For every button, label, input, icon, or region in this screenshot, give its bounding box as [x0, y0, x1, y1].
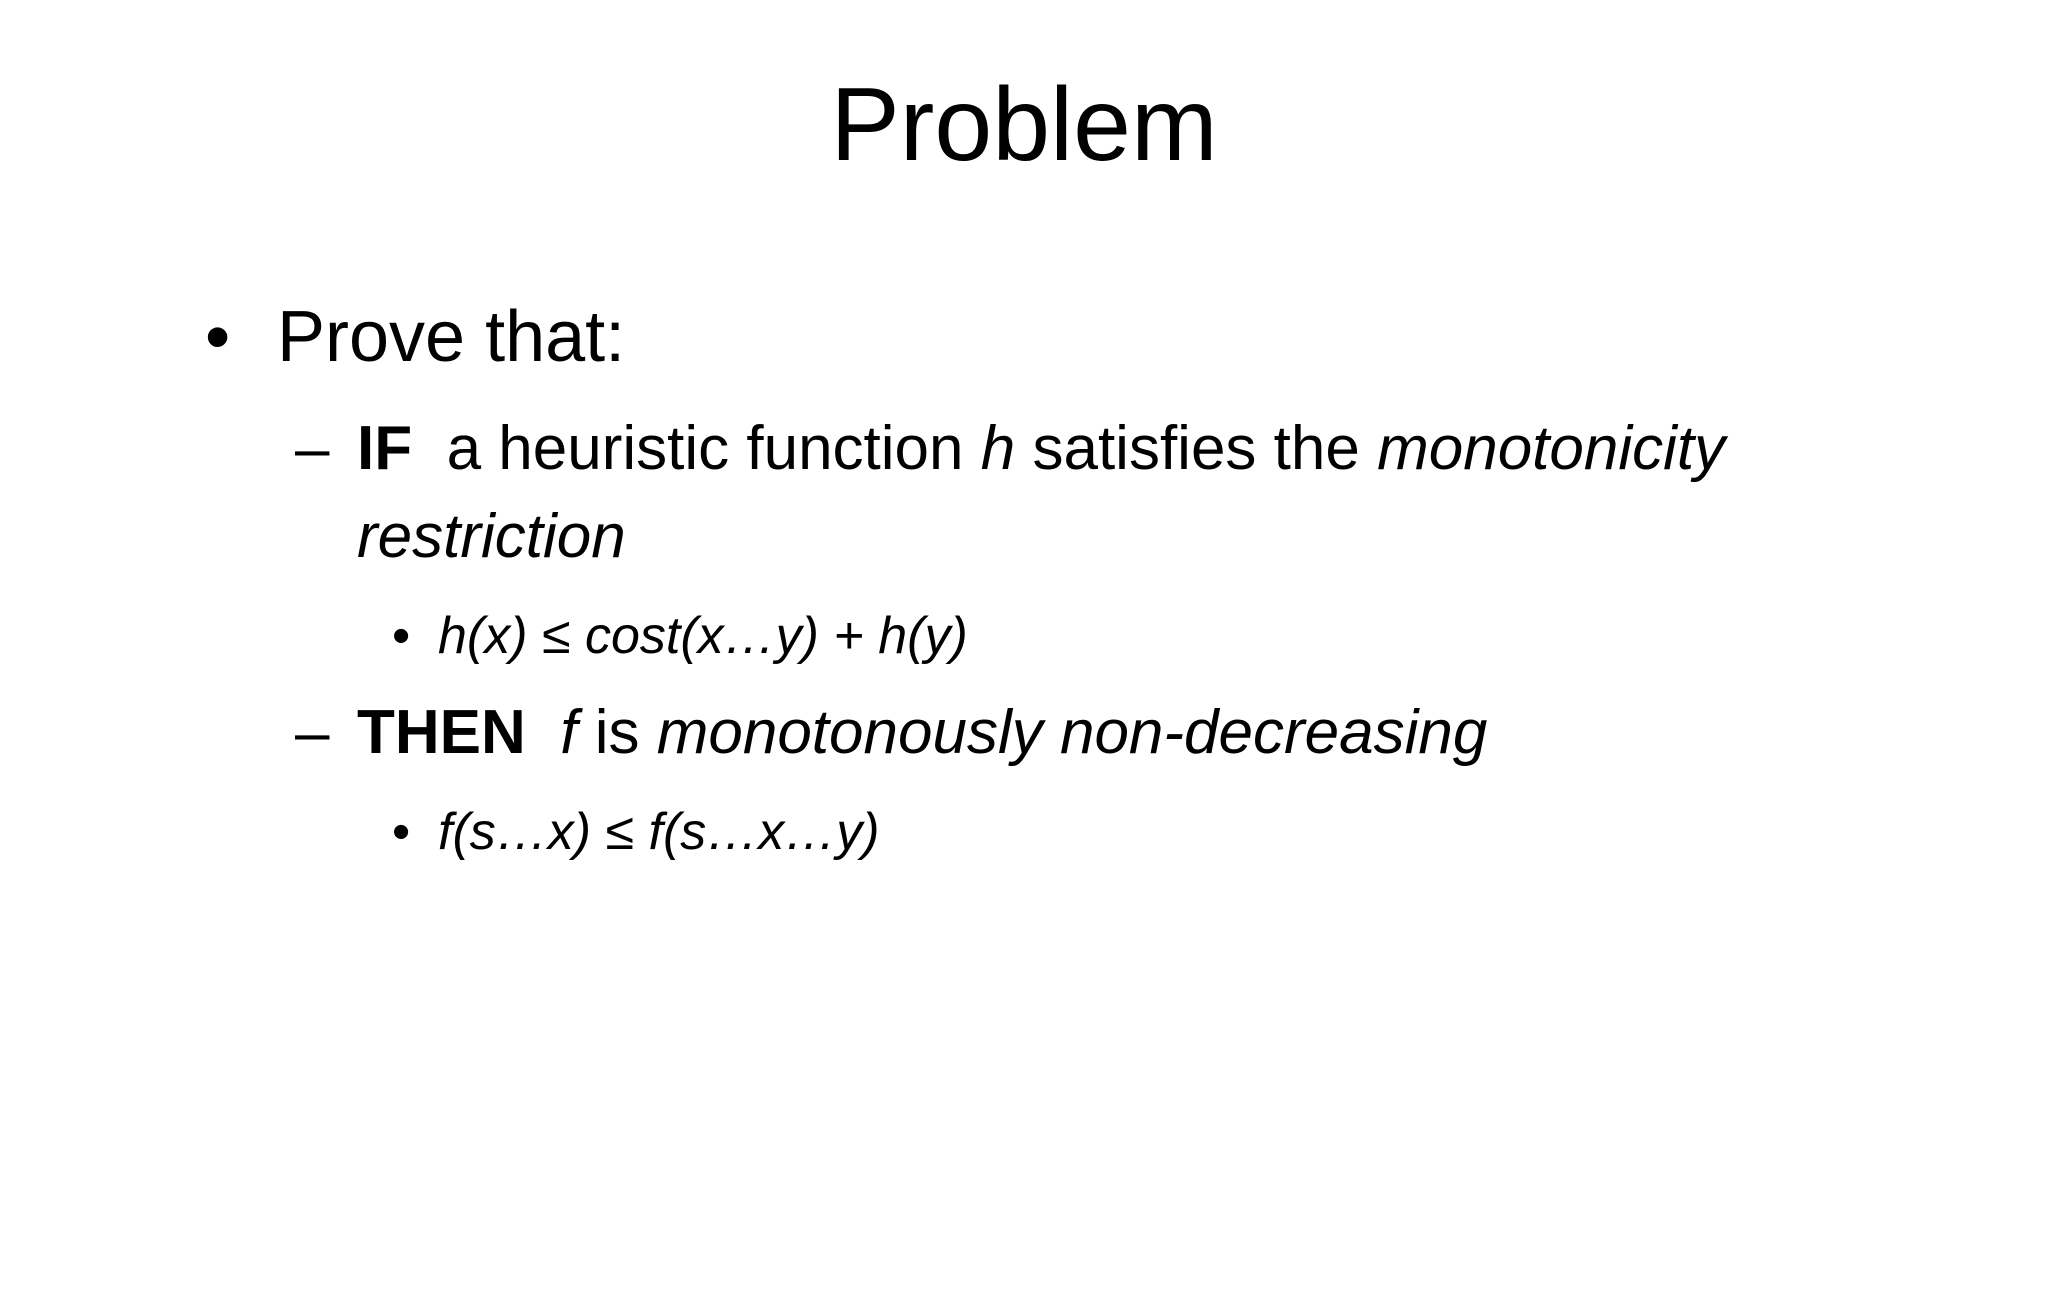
bullet-icon: •	[392, 803, 411, 861]
then-line	[357, 698, 1488, 767]
if-term1: monotonicity	[1377, 414, 1726, 483]
formula-text: h(x) ≤ cost(x…y) + h(y)	[438, 607, 968, 665]
formula-text: f(s…x) ≤ f(s…x…y)	[438, 803, 880, 861]
bullet-icon: •	[392, 607, 411, 665]
if-line	[357, 414, 1726, 483]
slide-title: Problem	[830, 67, 1218, 183]
then-term: monotonously non-decreasing	[656, 698, 1488, 767]
if-term2: restriction	[357, 502, 626, 571]
bullet-icon: •	[205, 297, 231, 377]
if-h: h	[980, 414, 1016, 483]
then-f: f	[560, 698, 578, 767]
dash-icon: –	[295, 698, 330, 767]
dash-icon: –	[295, 414, 330, 483]
if-part1: a heuristic function	[446, 414, 964, 483]
if-keyword: IF	[357, 414, 413, 483]
if-part2: satisfies the	[1032, 414, 1360, 483]
bullet-text: Prove that:	[277, 297, 626, 377]
then-is: is	[594, 698, 640, 767]
then-keyword: THEN	[357, 698, 526, 767]
